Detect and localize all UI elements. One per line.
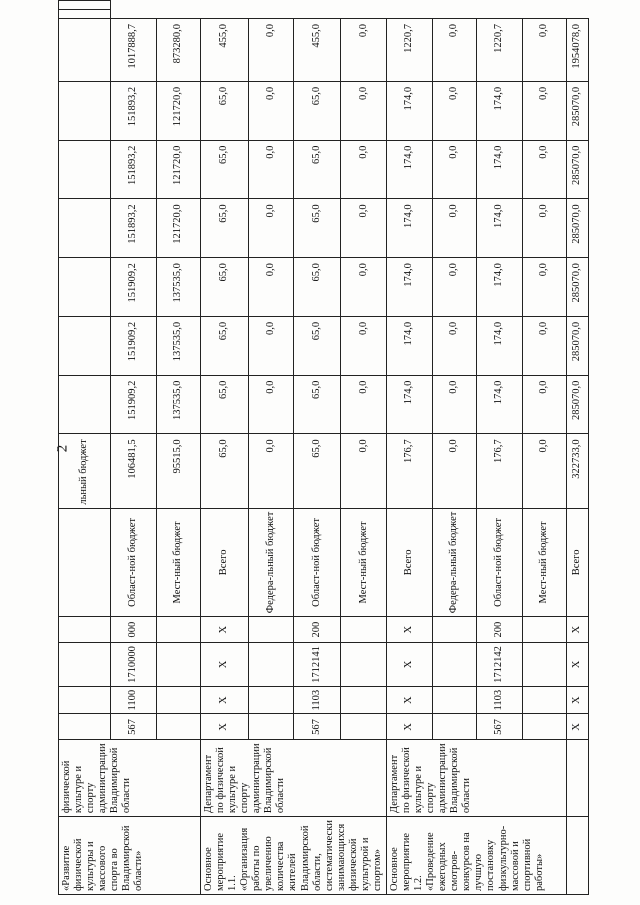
table-cell: 151909,2 bbox=[111, 258, 157, 317]
table-cell: Област-ной бюджет bbox=[293, 508, 341, 617]
table-cell bbox=[59, 81, 111, 140]
table-cell: 0,0 bbox=[248, 140, 293, 199]
table-cell: Всего bbox=[566, 508, 588, 617]
table-cell: 0,0 bbox=[341, 316, 386, 375]
table-cell bbox=[341, 643, 386, 687]
table-cell: 0,0 bbox=[248, 81, 293, 140]
table-cell: 174,0 bbox=[476, 316, 522, 375]
table-cell: X bbox=[566, 686, 588, 714]
table-cell: 121720,0 bbox=[157, 199, 201, 258]
table-cell: 174,0 bbox=[476, 81, 522, 140]
table-cell: 65,0 bbox=[293, 375, 341, 434]
table-cell: Всего bbox=[201, 508, 249, 617]
table-cell bbox=[157, 686, 201, 714]
table-cell: 65,0 bbox=[201, 375, 249, 434]
table-cell: 174,0 bbox=[476, 140, 522, 199]
table-cell bbox=[59, 199, 111, 258]
table-row bbox=[386, 1, 432, 895]
table-cell: 137535,0 bbox=[157, 375, 201, 434]
table-cell: 0,0 bbox=[341, 81, 386, 140]
table-cell: 322733,0 bbox=[566, 434, 588, 508]
page-number: 2 bbox=[54, 444, 71, 453]
table-cell: 151909,2 bbox=[111, 375, 157, 434]
table-cell: 0,0 bbox=[248, 19, 293, 82]
table-cell: 200 bbox=[476, 617, 522, 643]
table-cell: 455,0 bbox=[293, 19, 341, 82]
table-cell: Всего bbox=[386, 508, 432, 617]
table-cell bbox=[59, 316, 111, 375]
table-cell: 151909,2 bbox=[111, 316, 157, 375]
table-cell: 174,0 bbox=[476, 258, 522, 317]
table-cell bbox=[59, 258, 111, 317]
table-cell: 567 bbox=[111, 714, 157, 740]
table-cell: 174,0 bbox=[386, 199, 432, 258]
table-cell: 0,0 bbox=[522, 19, 566, 82]
table-cell: 106481,5 bbox=[111, 434, 157, 508]
table-cell: 1712141 bbox=[293, 643, 341, 687]
table-cell bbox=[59, 686, 111, 714]
table-cell: 65,0 bbox=[293, 258, 341, 317]
table-cell: 174,0 bbox=[386, 81, 432, 140]
table-cell: 65,0 bbox=[293, 81, 341, 140]
table-cell: 65,0 bbox=[201, 258, 249, 317]
table-cell: 174,0 bbox=[476, 375, 522, 434]
table-cell: 95515,0 bbox=[157, 434, 201, 508]
table-cell: 0,0 bbox=[341, 258, 386, 317]
table-cell: 1100 bbox=[111, 686, 157, 714]
table-cell: Федера-льный бюджет bbox=[432, 508, 476, 617]
table-cell: 1712142 bbox=[476, 643, 522, 687]
table-cell: 567 bbox=[293, 714, 341, 740]
table-cell bbox=[341, 686, 386, 714]
table-cell: 65,0 bbox=[293, 316, 341, 375]
table-cell bbox=[522, 686, 566, 714]
table-cell bbox=[248, 643, 293, 687]
table-cell: физической культуре и спорту администрации Владимирской области bbox=[59, 740, 201, 817]
table-cell: X bbox=[201, 617, 249, 643]
table-cell: 0,0 bbox=[341, 375, 386, 434]
table-cell bbox=[59, 617, 111, 643]
table-cell: 1103 bbox=[293, 686, 341, 714]
table-cell: 0,0 bbox=[522, 375, 566, 434]
table-cell: 0,0 bbox=[248, 375, 293, 434]
table-cell: 151893,2 bbox=[111, 81, 157, 140]
table-cell: 174,0 bbox=[386, 316, 432, 375]
table-cell: 0,0 bbox=[522, 81, 566, 140]
table-cell: 0,0 bbox=[432, 140, 476, 199]
table-cell: 567 bbox=[476, 714, 522, 740]
table-cell: 0,0 bbox=[432, 434, 476, 508]
table-cell: 65,0 bbox=[201, 434, 249, 508]
table-cell: 0,0 bbox=[341, 19, 386, 82]
table-cell: 455,0 bbox=[201, 19, 249, 82]
table-cell: Мест-ный бюджет bbox=[522, 508, 566, 617]
table-cell: Мест-ный бюджет bbox=[157, 508, 201, 617]
table-cell: X bbox=[201, 643, 249, 687]
table-cell bbox=[522, 643, 566, 687]
table-cell: 0,0 bbox=[248, 258, 293, 317]
table-cell: X bbox=[386, 643, 432, 687]
table-cell: 873280,0 bbox=[157, 19, 201, 82]
table-cell: 285070,0 bbox=[566, 140, 588, 199]
table-cell bbox=[59, 714, 111, 740]
table-cell: 0,0 bbox=[432, 258, 476, 317]
table-cell bbox=[59, 140, 111, 199]
table-cell: X bbox=[566, 643, 588, 687]
table-cell bbox=[157, 714, 201, 740]
table-cell: 0,0 bbox=[522, 434, 566, 508]
table-cell: 285070,0 bbox=[566, 199, 588, 258]
table-cell: 1954078,0 bbox=[566, 19, 588, 82]
table-cell: 285070,0 bbox=[566, 258, 588, 317]
table-cell: X bbox=[201, 686, 249, 714]
table-cell: 0,0 bbox=[522, 258, 566, 317]
table-cell bbox=[157, 643, 201, 687]
table-cell: 0,0 bbox=[522, 316, 566, 375]
table-cell bbox=[59, 508, 111, 617]
table-cell: 1017888,7 bbox=[111, 19, 157, 82]
table-cell: 176,7 bbox=[476, 434, 522, 508]
table-cell bbox=[522, 617, 566, 643]
table-cell: 121720,0 bbox=[157, 140, 201, 199]
table-cell: 65,0 bbox=[293, 140, 341, 199]
table-cell: 0,0 bbox=[432, 19, 476, 82]
table-cell: Област-ной бюджет bbox=[111, 508, 157, 617]
budget-table bbox=[58, 0, 589, 895]
table-cell bbox=[566, 817, 588, 895]
table-cell: 0,0 bbox=[432, 81, 476, 140]
table-row bbox=[59, 1, 111, 895]
table-cell: X bbox=[201, 714, 249, 740]
table-cell: 65,0 bbox=[201, 316, 249, 375]
table-cell: Основное мероприятие 1.1. «Организация работы по увеличению количества жителей Владимирской области, систематически занимающихся физической культурой и спортом» bbox=[201, 817, 387, 895]
table-cell: 174,0 bbox=[386, 140, 432, 199]
table-cell: 0,0 bbox=[432, 199, 476, 258]
table-cell: 1103 bbox=[476, 686, 522, 714]
table-cell bbox=[566, 740, 588, 817]
table-cell bbox=[432, 617, 476, 643]
table-cell bbox=[157, 617, 201, 643]
table-cell bbox=[341, 714, 386, 740]
table-cell bbox=[432, 714, 476, 740]
table-cell: Основное мероприятие 1.2. «Проведение ежегодных смотров-конкурсов на лучшую постановку физкультурно-массовой и спортивной работы» bbox=[386, 817, 566, 895]
table-cell: 174,0 bbox=[476, 199, 522, 258]
table-cell: 174,0 bbox=[386, 375, 432, 434]
table-cell: 151893,2 bbox=[111, 140, 157, 199]
table-cell: 000 bbox=[111, 617, 157, 643]
table-cell: 65,0 bbox=[201, 199, 249, 258]
table-cell: 0,0 bbox=[432, 375, 476, 434]
table-cell: 1710000 bbox=[111, 643, 157, 687]
table-cell: «Развитие физической культуры и массового спорта во Владимирской области» bbox=[59, 817, 201, 895]
rotated-table-wrapper bbox=[58, 0, 638, 895]
table-cell: 65,0 bbox=[293, 199, 341, 258]
table-cell: Мест-ный бюджет bbox=[341, 508, 386, 617]
table-cell bbox=[59, 643, 111, 687]
table-cell bbox=[432, 686, 476, 714]
table-cell bbox=[522, 714, 566, 740]
table-cell: 285070,0 bbox=[566, 375, 588, 434]
table-cell: 65,0 bbox=[201, 140, 249, 199]
table-cell bbox=[248, 617, 293, 643]
table-row bbox=[201, 1, 249, 895]
table-cell: 285070,0 bbox=[566, 81, 588, 140]
table-cell: 1220,7 bbox=[386, 19, 432, 82]
table-cell: 0,0 bbox=[248, 434, 293, 508]
table-cell: Департамент по физической культуре и спорту администрации Владимирской области bbox=[386, 740, 566, 817]
table-cell bbox=[248, 686, 293, 714]
table-cell bbox=[59, 19, 111, 82]
table-cell: 137535,0 bbox=[157, 316, 201, 375]
table-cell: 0,0 bbox=[522, 199, 566, 258]
table-cell: 200 bbox=[293, 617, 341, 643]
table-cell: Федера-льный бюджет bbox=[248, 508, 293, 617]
table-cell: X bbox=[566, 714, 588, 740]
table-cell bbox=[432, 643, 476, 687]
table-cell bbox=[59, 1, 111, 10]
table-cell: 176,7 bbox=[386, 434, 432, 508]
table-cell: 1220,7 bbox=[476, 19, 522, 82]
table-cell: X bbox=[566, 617, 588, 643]
table-cell: 0,0 bbox=[522, 140, 566, 199]
table-cell: 0,0 bbox=[341, 434, 386, 508]
table-cell: 0,0 bbox=[248, 199, 293, 258]
table-cell: 285070,0 bbox=[566, 316, 588, 375]
table-cell: 65,0 bbox=[293, 434, 341, 508]
table-cell: 0,0 bbox=[341, 140, 386, 199]
table-cell: X bbox=[386, 617, 432, 643]
table-cell bbox=[248, 714, 293, 740]
table-cell: 0,0 bbox=[432, 316, 476, 375]
table-cell: 174,0 bbox=[386, 258, 432, 317]
table-cell: льный бюджет bbox=[59, 434, 111, 508]
table-cell: 0,0 bbox=[341, 199, 386, 258]
table-cell: 0,0 bbox=[248, 316, 293, 375]
table-cell: 137535,0 bbox=[157, 258, 201, 317]
table-cell: X bbox=[386, 714, 432, 740]
table-cell: X bbox=[386, 686, 432, 714]
table-cell: Департамент по физической культуре и спорту администрации Владимирской области bbox=[201, 740, 387, 817]
table-cell: Област-ной бюджет bbox=[476, 508, 522, 617]
table-cell: 151893,2 bbox=[111, 199, 157, 258]
table-cell: 65,0 bbox=[201, 81, 249, 140]
table-row bbox=[566, 1, 588, 895]
table-cell: 121720,0 bbox=[157, 81, 201, 140]
table-cell bbox=[59, 375, 111, 434]
table-cell bbox=[341, 617, 386, 643]
table-cell bbox=[59, 10, 111, 19]
